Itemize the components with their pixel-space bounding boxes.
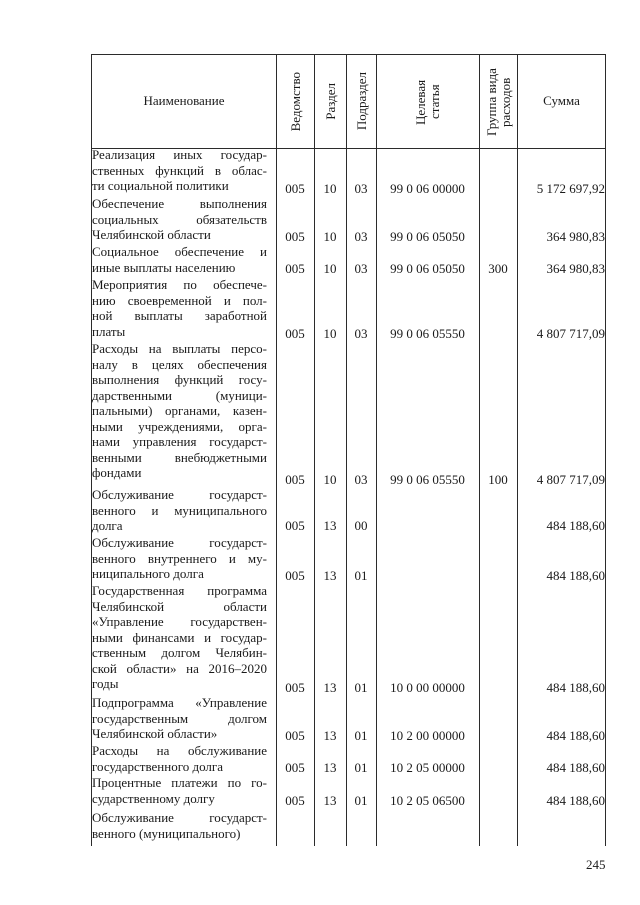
header-summa: Сумма — [543, 93, 580, 108]
row-podrazdel: 01 — [354, 728, 368, 743]
row-summa: 4 807 717,09 — [536, 326, 605, 341]
header-gruppa-cell — [480, 55, 517, 148]
row-summa: 484 188,60 — [546, 680, 605, 695]
row-name-line — [92, 341, 267, 357]
row-name-word: «Управление — [195, 695, 267, 710]
row-name — [92, 535, 267, 582]
row-celevaya: 10 2 05 06500 — [390, 793, 465, 808]
row-name-word: государст- — [209, 434, 267, 449]
row-name-word: внутреннего — [147, 550, 217, 566]
row-razdel: 10 — [323, 181, 337, 196]
row-name-word: и — [204, 629, 212, 645]
header-celevaya-cell — [377, 55, 479, 148]
header-razdel: Раздел — [322, 83, 338, 120]
header-name: Наименование — [143, 93, 225, 108]
row-name-line — [92, 614, 267, 630]
row-summa: 484 188,60 — [546, 568, 605, 583]
header-celevaya: Целевая статья — [413, 78, 442, 125]
row-name-word: казен- — [232, 403, 267, 418]
row-name — [92, 277, 267, 339]
row-razdel: 13 — [323, 568, 337, 583]
row-name-word: Государственная — [92, 583, 185, 598]
row-name-word: и — [151, 502, 159, 518]
row-name-line — [92, 308, 267, 324]
row-vedomstvo: 005 — [285, 568, 305, 583]
row-name-line: долга — [92, 518, 123, 533]
row-summa: 484 188,60 — [546, 793, 605, 808]
row-summa: 484 188,60 — [546, 760, 605, 775]
row-name-line: государственного долга — [92, 758, 223, 774]
row-vedomstvo: 005 — [285, 680, 305, 695]
row-name-word: «Управление — [92, 614, 164, 629]
row-name-word: финансами — [132, 629, 195, 645]
row-name-word: ской — [92, 660, 117, 676]
row-celevaya: 10 2 00 00000 — [390, 728, 465, 743]
row-name-line: фондами — [92, 465, 142, 480]
row-name-word: в — [131, 356, 138, 372]
row-name-word: нию — [92, 292, 116, 308]
row-podrazdel: 03 — [354, 472, 368, 487]
row-name-line — [92, 372, 267, 388]
row-name-line: годы — [92, 676, 119, 691]
row-name-word: (муници- — [215, 387, 267, 403]
row-name-line — [92, 661, 267, 677]
row-name-word: по — [227, 775, 242, 790]
row-celevaya: 99 0 06 05550 — [390, 472, 465, 487]
header-vedomstvo: Ведомство — [287, 71, 303, 132]
row-name-word: государст- — [209, 487, 267, 502]
row-vedomstvo: 005 — [285, 229, 305, 244]
row-name-word: государ- — [220, 147, 267, 162]
row-podrazdel: 00 — [354, 518, 368, 533]
row-name-word: ными — [92, 418, 123, 434]
row-name-line: иные выплаты населению — [92, 259, 236, 275]
row-name-word: долгом — [161, 645, 201, 660]
row-podrazdel: 03 — [354, 261, 368, 276]
row-name-word: области — [223, 598, 267, 614]
row-name-word: нами — [92, 434, 120, 449]
row-name-line — [92, 293, 267, 309]
row-name-word: обязательств — [196, 211, 267, 227]
row-name-word: облас- — [231, 162, 267, 178]
row-podrazdel: 01 — [354, 568, 368, 583]
row-name-word: обеспечение — [174, 244, 244, 259]
row-summa: 484 188,60 — [546, 518, 605, 533]
row-name-word: выполнения — [92, 372, 160, 387]
row-name-word: дарственными — [92, 387, 172, 403]
row-name-word: учреждениями, — [138, 418, 224, 434]
row-name-line — [92, 711, 267, 727]
row-vedomstvo: 005 — [285, 728, 305, 743]
header-vedomstvo-cell — [277, 55, 314, 148]
row-podrazdel: 03 — [354, 181, 368, 196]
row-name-word: обеспече- — [213, 277, 267, 292]
header-podrazdel: Подраздел — [353, 72, 369, 131]
row-name-line — [92, 388, 267, 404]
row-celevaya: 99 0 06 05050 — [390, 261, 465, 276]
row-name — [92, 147, 267, 194]
row-name-word: обслуживание — [187, 743, 267, 758]
row-name-word: ственным — [92, 645, 147, 660]
row-podrazdel: 03 — [354, 229, 368, 244]
row-name — [92, 196, 267, 243]
row-razdel: 10 — [323, 472, 337, 487]
row-name-word: выполнения — [199, 196, 267, 211]
row-name-word: своевременной — [127, 292, 212, 308]
row-name — [92, 341, 267, 481]
row-name-word: Обслуживание — [92, 535, 174, 550]
row-name-word: ными — [92, 629, 123, 645]
row-name-word: Обслуживание — [92, 810, 174, 825]
row-name-line — [92, 743, 267, 759]
header-podrazdel-cell — [347, 55, 376, 148]
row-name-word: венного — [92, 550, 136, 566]
row-gruppa: 300 — [488, 261, 508, 276]
row-name-line — [92, 403, 267, 419]
row-name-word: государст- — [209, 535, 267, 550]
row-name-line — [92, 487, 267, 503]
row-name-line — [92, 419, 267, 435]
row-podrazdel: 01 — [354, 680, 368, 695]
row-name-word: на — [156, 743, 170, 758]
row-name-word: Подпрограмма — [92, 695, 174, 710]
row-name-word: му- — [247, 550, 267, 566]
row-razdel: 13 — [323, 518, 337, 533]
row-name-line — [92, 630, 267, 646]
row-vedomstvo: 005 — [285, 261, 305, 276]
row-vedomstvo: 005 — [285, 793, 305, 808]
row-summa: 5 172 697,92 — [536, 181, 605, 196]
row-name-word: функций — [174, 372, 224, 387]
row-celevaya: 99 0 06 05550 — [390, 326, 465, 341]
row-name — [92, 244, 267, 275]
row-name-line — [92, 357, 267, 373]
row-name-line: венного (муниципального) — [92, 825, 241, 841]
row-name-word: государственным — [92, 710, 189, 726]
row-name-line: Челябинской области — [92, 227, 211, 242]
row-vedomstvo: 005 — [285, 518, 305, 533]
row-celevaya: 10 2 05 00000 — [390, 760, 465, 775]
row-celevaya: 10 0 00 00000 — [390, 680, 465, 695]
row-name-word: Челябин- — [215, 645, 267, 660]
row-summa: 364 980,83 — [546, 261, 605, 276]
row-name-word: на — [186, 660, 199, 676]
row-name-word: выплаты — [172, 341, 221, 356]
row-name-word: Обслуживание — [92, 487, 174, 502]
row-name-line: Челябинской области» — [92, 726, 218, 741]
row-name-word: программа — [207, 583, 267, 598]
row-razdel: 13 — [323, 793, 337, 808]
row-name-word: целях — [151, 356, 184, 372]
row-name-word: и — [228, 550, 236, 566]
row-name-line — [92, 775, 267, 791]
row-name-word: налу — [92, 356, 118, 372]
row-name-word: иных — [173, 147, 203, 162]
row-name-line — [92, 535, 267, 551]
row-razdel: 13 — [323, 760, 337, 775]
row-name — [92, 583, 267, 692]
row-name-line: ти социальной политики — [92, 178, 229, 193]
row-gruppa: 100 — [488, 472, 508, 487]
row-name-word: управления — [132, 434, 197, 449]
row-name-word: ной — [92, 308, 113, 323]
row-vedomstvo: 005 — [285, 472, 305, 487]
row-name-word: и — [223, 292, 231, 308]
row-razdel: 10 — [323, 326, 337, 341]
row-celevaya: 99 0 06 00000 — [390, 181, 465, 196]
row-name-word: государ- — [220, 629, 267, 645]
row-name-line — [92, 434, 267, 450]
row-name-word: го- — [251, 775, 267, 790]
row-name-line — [92, 163, 267, 179]
row-podrazdel: 01 — [354, 760, 368, 775]
row-summa: 364 980,83 — [546, 229, 605, 244]
header-razdel-cell — [315, 55, 346, 148]
row-vedomstvo: 005 — [285, 181, 305, 196]
row-name-word: Расходы — [92, 341, 139, 356]
row-summa: 4 807 717,09 — [536, 472, 605, 487]
row-name-line — [92, 244, 267, 260]
row-name-word: заработной — [204, 308, 267, 323]
row-name-line — [92, 583, 267, 599]
row-name-line — [92, 695, 267, 711]
row-vedomstvo: 005 — [285, 326, 305, 341]
row-name-word: на — [148, 341, 162, 356]
row-name — [92, 487, 267, 534]
row-name-word: венного — [92, 502, 136, 518]
row-name-word: Реализация — [92, 147, 156, 162]
row-name-word: Челябинской — [92, 598, 165, 614]
row-name-word: платежи — [171, 775, 218, 790]
page-number: 245 — [586, 857, 606, 872]
row-name-line — [92, 196, 267, 212]
row-name-word: венными — [92, 449, 142, 465]
row-name-line — [92, 147, 267, 163]
row-name-word: госу- — [238, 372, 267, 387]
row-name-word: внебюджетными — [174, 449, 267, 465]
row-summa: 484 188,60 — [546, 728, 605, 743]
row-name — [92, 810, 267, 841]
row-name-word: муниципального — [174, 502, 267, 518]
row-name-word: социальных — [92, 211, 159, 227]
row-name-word: Обеспечение — [92, 196, 165, 211]
row-name-word: по — [183, 277, 197, 292]
row-name-word: пальными) — [92, 403, 153, 418]
row-name-line — [92, 551, 267, 567]
row-name-line: ниципального долга — [92, 566, 204, 581]
row-name-word: пол- — [242, 292, 267, 308]
row-name-word: области» — [126, 660, 177, 676]
row-name-word: обеспечения — [197, 356, 267, 372]
row-name — [92, 695, 267, 742]
row-podrazdel: 01 — [354, 793, 368, 808]
row-name-word: органами, — [165, 403, 221, 418]
row-name-word: Процентные — [92, 775, 162, 790]
row-name-line — [92, 810, 267, 826]
row-name-line — [92, 277, 267, 293]
row-name — [92, 775, 267, 806]
row-name — [92, 743, 267, 774]
table-right-border — [605, 54, 606, 846]
row-name-line — [92, 645, 267, 661]
row-vedomstvo: 005 — [285, 760, 305, 775]
row-name-word: государст- — [209, 810, 267, 825]
row-name-word: ственных — [92, 162, 145, 178]
row-name-word: Социальное — [92, 244, 159, 259]
row-celevaya: 99 0 06 05050 — [390, 229, 465, 244]
row-name-word: Расходы — [92, 743, 139, 758]
row-name-word: выплаты — [134, 308, 183, 323]
row-razdel: 10 — [323, 229, 337, 244]
row-name-word: государствен- — [190, 614, 267, 629]
row-name-word: в — [214, 162, 221, 178]
row-name-word: 2016–2020 — [208, 660, 267, 676]
row-name-line — [92, 212, 267, 228]
row-name-word: долгом — [228, 710, 267, 726]
row-razdel: 13 — [323, 728, 337, 743]
column-divider-gruppa — [479, 54, 480, 846]
row-name-line: сударственному долгу — [92, 790, 215, 806]
row-name-line — [92, 503, 267, 519]
row-podrazdel: 03 — [354, 326, 368, 341]
row-name-line: платы — [92, 323, 126, 339]
row-name-word: Мероприятия — [92, 277, 168, 292]
row-name-word: персо- — [231, 341, 267, 356]
row-razdel: 13 — [323, 680, 337, 695]
header-gruppa: Группа вида расходов — [483, 67, 513, 136]
row-name-word: и — [260, 244, 267, 259]
row-name-line — [92, 450, 267, 466]
row-name-word: функций — [155, 162, 205, 178]
row-name-word: орга- — [238, 418, 267, 434]
row-razdel: 10 — [323, 261, 337, 276]
row-name-line — [92, 599, 267, 615]
